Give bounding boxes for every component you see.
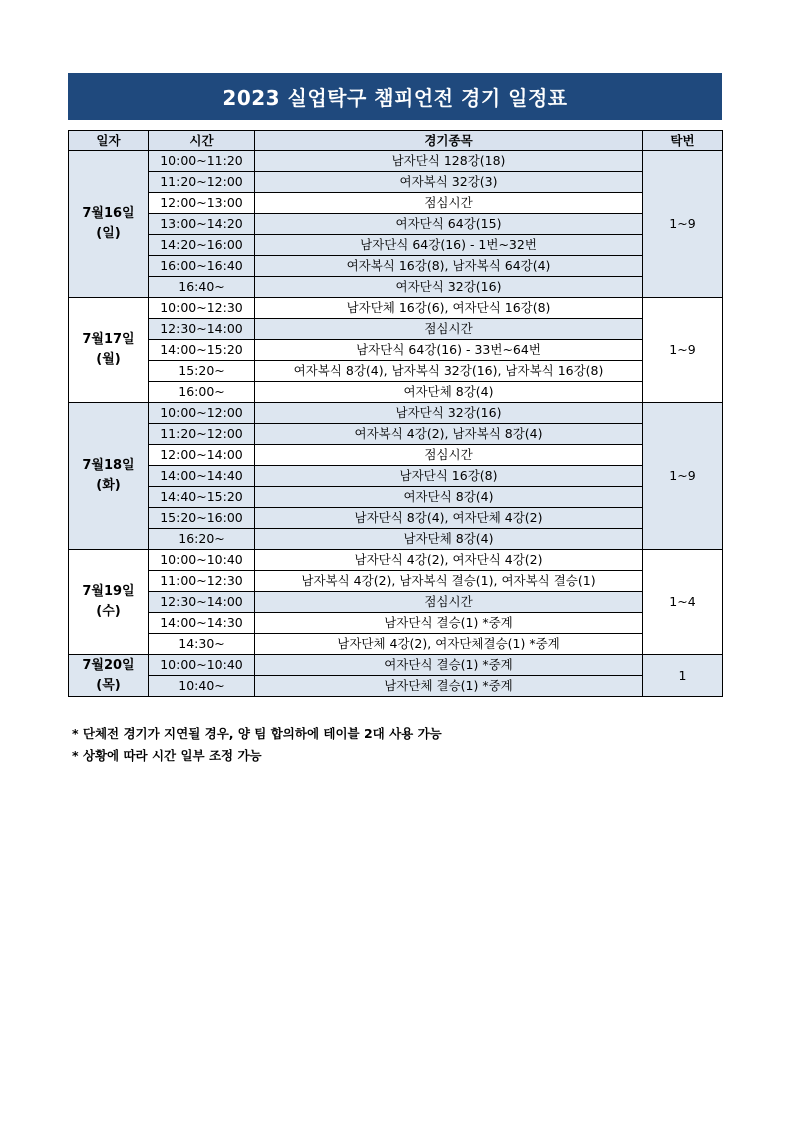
weekday-label: (목) [96,677,121,693]
table-row [69,256,723,277]
table-row [69,403,723,424]
event-cell: 여자단식 8강(4) [255,487,643,508]
date-cell [69,151,149,298]
time-cell: 14:40~15:20 [149,487,255,508]
time-cell: 14:00~14:30 [149,613,255,634]
date-label: 7월20일 [82,657,135,673]
time-cell: 16:00~16:40 [149,256,255,277]
table-row [69,445,723,466]
header-table-no: 탁번 [643,131,723,151]
event-cell: 남자단식 결승(1) *중계 [255,613,643,634]
time-cell: 14:00~15:20 [149,340,255,361]
event-cell: 점심시간 [255,319,643,340]
event-cell: 여자복식 4강(2), 남자복식 8강(4) [255,424,643,445]
date-cell [69,298,149,403]
weekday-label: (일) [96,226,121,241]
page-title: 2023 실업탁구 챔피언전 경기 일정표 [68,73,722,120]
event-cell: 남자단식 64강(16) - 1번~32번 [255,235,643,256]
weekday-label: (월) [96,352,121,367]
event-cell: 여자복식 32강(3) [255,172,643,193]
table-row [69,487,723,508]
table-row [69,529,723,550]
table-row [69,676,723,697]
event-cell: 여자복식 16강(8), 남자복식 64강(4) [255,256,643,277]
time-cell: 12:00~14:00 [149,445,255,466]
table-row [69,151,723,172]
event-cell: 남자단체 8강(4) [255,529,643,550]
date-label: 7월18일 [82,458,135,473]
time-cell: 10:00~12:30 [149,298,255,319]
table-row [69,655,723,676]
event-cell: 점심시간 [255,193,643,214]
table-row [69,172,723,193]
table-row [69,361,723,382]
table-row [69,193,723,214]
header-time: 시간 [149,131,255,151]
table-row [69,571,723,592]
time-cell: 13:00~14:20 [149,214,255,235]
event-cell: 여자단식 64강(15) [255,214,643,235]
event-cell: 남자복식 4강(2), 남자복식 결승(1), 여자복식 결승(1) [255,571,643,592]
time-cell: 14:20~16:00 [149,235,255,256]
table-row [69,319,723,340]
time-cell: 15:20~ [149,361,255,382]
table-row [69,592,723,613]
time-cell: 10:00~12:00 [149,403,255,424]
table-row [69,613,723,634]
note-text: * 단체전 경기가 지연될 경우, 양 팀 합의하에 테이블 2대 사용 가능 [72,726,442,741]
date-cell [69,403,149,550]
table-no-cell: 1~9 [643,403,723,550]
table-row [69,298,723,319]
note-text: * 상황에 따라 시간 일부 조정 가능 [72,748,262,763]
table-row [69,340,723,361]
event-cell: 점심시간 [255,445,643,466]
time-cell: 11:20~12:00 [149,172,255,193]
notes [72,723,442,767]
table-row [69,508,723,529]
event-cell: 여자단식 결승(1) *중계 [255,655,643,676]
time-cell: 14:00~14:40 [149,466,255,487]
time-cell: 15:20~16:00 [149,508,255,529]
weekday-label: (수) [96,604,121,619]
header-event: 경기종목 [255,131,643,151]
date-label: 7월16일 [82,206,135,221]
date-label: 7월19일 [82,584,135,599]
event-cell: 남자단식 4강(2), 여자단식 4강(2) [255,550,643,571]
event-cell: 남자단식 32강(16) [255,403,643,424]
time-cell: 10:00~10:40 [149,550,255,571]
time-cell: 10:00~10:40 [149,655,255,676]
time-cell: 11:20~12:00 [149,424,255,445]
table-row [69,424,723,445]
table-row [69,214,723,235]
time-cell: 12:00~13:00 [149,193,255,214]
table-row [69,277,723,298]
header-date: 일자 [69,131,149,151]
time-cell: 16:20~ [149,529,255,550]
event-cell: 남자단식 8강(4), 여자단체 4강(2) [255,508,643,529]
table-no-cell: 1~4 [643,550,723,655]
time-cell: 11:00~12:30 [149,571,255,592]
table-no-cell: 1~9 [643,298,723,403]
event-cell: 남자단식 64강(16) - 33번~64번 [255,340,643,361]
table-row [69,235,723,256]
date-cell [69,655,149,697]
event-cell: 점심시간 [255,592,643,613]
table-row [69,550,723,571]
event-cell: 남자단체 결승(1) *중계 [255,676,643,697]
date-label: 7월17일 [82,332,135,347]
table-row [69,382,723,403]
event-cell: 남자단체 16강(6), 여자단식 16강(8) [255,298,643,319]
table-row [69,634,723,655]
table-no-cell: 1~9 [643,151,723,298]
event-cell: 여자복식 8강(4), 남자복식 32강(16), 남자복식 16강(8) [255,361,643,382]
date-cell [69,550,149,655]
time-cell: 10:40~ [149,676,255,697]
table-no-cell: 1 [643,655,723,697]
event-cell: 여자단체 8강(4) [255,382,643,403]
event-cell: 남자단식 128강(18) [255,151,643,172]
event-cell: 여자단식 32강(16) [255,277,643,298]
event-cell: 남자단식 16강(8) [255,466,643,487]
time-cell: 10:00~11:20 [149,151,255,172]
time-cell: 14:30~ [149,634,255,655]
event-cell: 남자단체 4강(2), 여자단체결승(1) *중계 [255,634,643,655]
weekday-label: (화) [96,478,121,493]
schedule-table [68,130,723,697]
table-header-row [69,131,723,151]
time-cell: 16:40~ [149,277,255,298]
table-row [69,466,723,487]
time-cell: 12:30~14:00 [149,319,255,340]
time-cell: 16:00~ [149,382,255,403]
time-cell: 12:30~14:00 [149,592,255,613]
